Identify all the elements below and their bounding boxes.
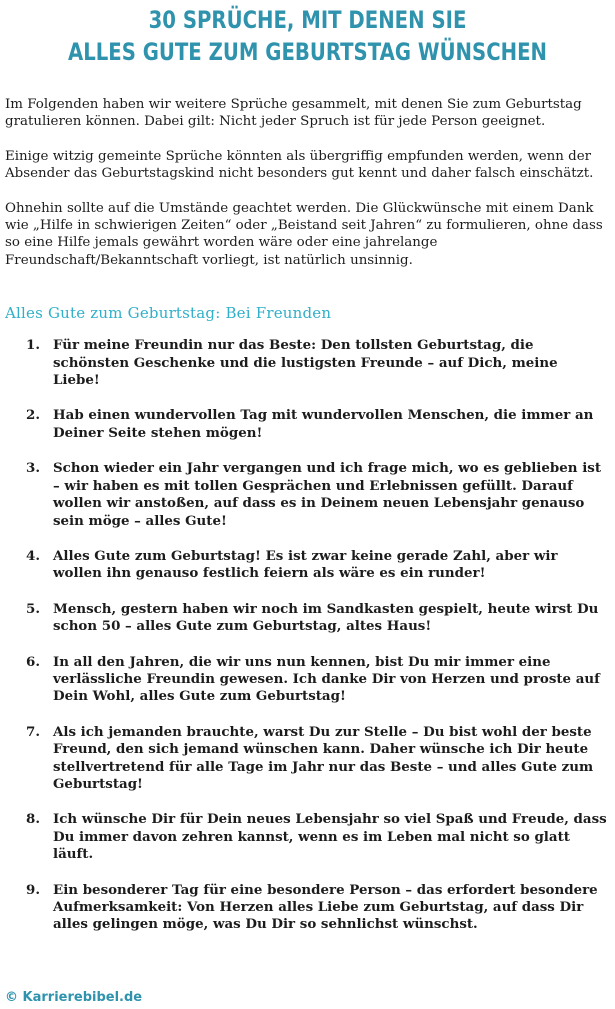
list-item — [5, 407, 609, 442]
list-number: 2. — [26, 407, 40, 424]
list-item — [5, 460, 609, 530]
title-line-1: 30 SPRÜCHE, MIT DENEN SIE — [148, 6, 467, 34]
list-number: 9. — [26, 881, 40, 898]
list-text: Hab einen wundervollen Tag mit wundervollen Menschen, die immer an Deiner Seite stehen mögen! — [53, 407, 594, 441]
list-item — [5, 601, 609, 636]
list-text: In all den Jahren, die wir uns nun kennen, bist Du mir immer eine verlässliche Freundin gewesen. Ich danke Dir von Herzen und proste auf Dein Wohl, alles Gute zum Geburtstag! — [53, 653, 600, 705]
page-title — [55, 0, 559, 68]
list-number: 8. — [26, 811, 40, 828]
list-item — [5, 724, 609, 794]
list-item — [5, 337, 609, 389]
list-text: Ich wünsche Dir für Dein neues Lebensjahr so viel Spaß und Freude, dass Du immer davon zehren kannst, wenn es im Leben mal nicht so glatt läuft. — [53, 811, 607, 863]
list-text: Schon wieder ein Jahr vergangen und ich frage mich, wo es geblieben ist – wir haben es mit tollen Gesprächen und Erlebnissen gefüllt. Darauf wollen wir anstoßen, auf dass es in Deinem neuen Lebensjahr genauso sein möge – alles Gute! — [53, 460, 602, 529]
list-number: 1. — [26, 337, 40, 354]
intro-paragraph-3: Ohnehin sollte auf die Umstände geachtet werden. Die Glückwünsche mit einem Dank wie „Hilfe in schwierigen Zeiten“ oder „Beistand seit Jahren“ zu formulieren, ohne dass so eine Hilfe jemals gewährt worden wäre oder eine jahrelange Freundschaft/Bekanntschaft vorliegt, ist natürlich unsinnig. — [5, 200, 603, 268]
list-item — [5, 548, 609, 583]
list-text: Mensch, gestern haben wir noch im Sandkasten gespielt, heute wirst Du schon 50 – alles Gute zum Geburtstag, altes Haus! — [53, 600, 599, 635]
list-text: Alles Gute zum Geburtstag! Es ist zwar keine gerade Zahl, aber wir wollen ihn genauso festlich feiern als wäre es ein runder! — [53, 547, 558, 582]
list-number: 7. — [26, 723, 40, 740]
document-body — [5, 96, 609, 952]
intro-paragraph-1: Im Folgenden haben wir weitere Sprüche gesammelt, mit denen Sie zum Geburtstag gratulieren können. Dabei gilt: Nicht jeder Spruch ist für jede Person geeignet. — [5, 97, 582, 130]
list-text: Ein besonderer Tag für eine besondere Person – das erfordert besondere Aufmerksamkeit: Von Herzen alles Liebe zum Geburtstag, auf dass Dir alles gelingen möge, was Du Dir so sehnlichst wünschst. — [53, 881, 598, 933]
list-text: Als ich jemanden brauchte, warst Du zur Stelle – Du bist wohl der beste Freund, den sich jemand wünschen kann. Daher wünsche ich Dir heute stellvertretend für alle Tage im Jahr nur das Beste – und alles Gute zum Geburtstag! — [53, 723, 594, 792]
intro-paragraph-2: Einige witzig gemeinte Sprüche könnten als übergriffig empfunden werden, wenn der Absender das Geburtstagskind nicht besonders gut kennt und daher falsch einschätzt. — [5, 148, 594, 182]
list-item — [5, 882, 609, 934]
footer-credit: © Karrierebibel.de — [5, 990, 143, 1005]
list-number: 6. — [26, 653, 40, 670]
section-heading: Alles Gute zum Geburtstag: Bei Freunden — [5, 304, 332, 323]
list-number: 4. — [26, 547, 40, 564]
quote-list — [5, 337, 609, 934]
list-number: 5. — [26, 600, 40, 617]
list-number: 3. — [26, 460, 40, 477]
title-line-2: ALLES GUTE ZUM GEBURTSTAG WÜNSCHEN — [67, 38, 548, 66]
list-text: Für meine Freundin nur das Beste: Den tollsten Geburtstag, die schönsten Geschenke und die lustigsten Freunde – auf Dich, meine Liebe! — [53, 337, 558, 389]
list-item — [5, 654, 609, 706]
list-item — [5, 811, 609, 863]
